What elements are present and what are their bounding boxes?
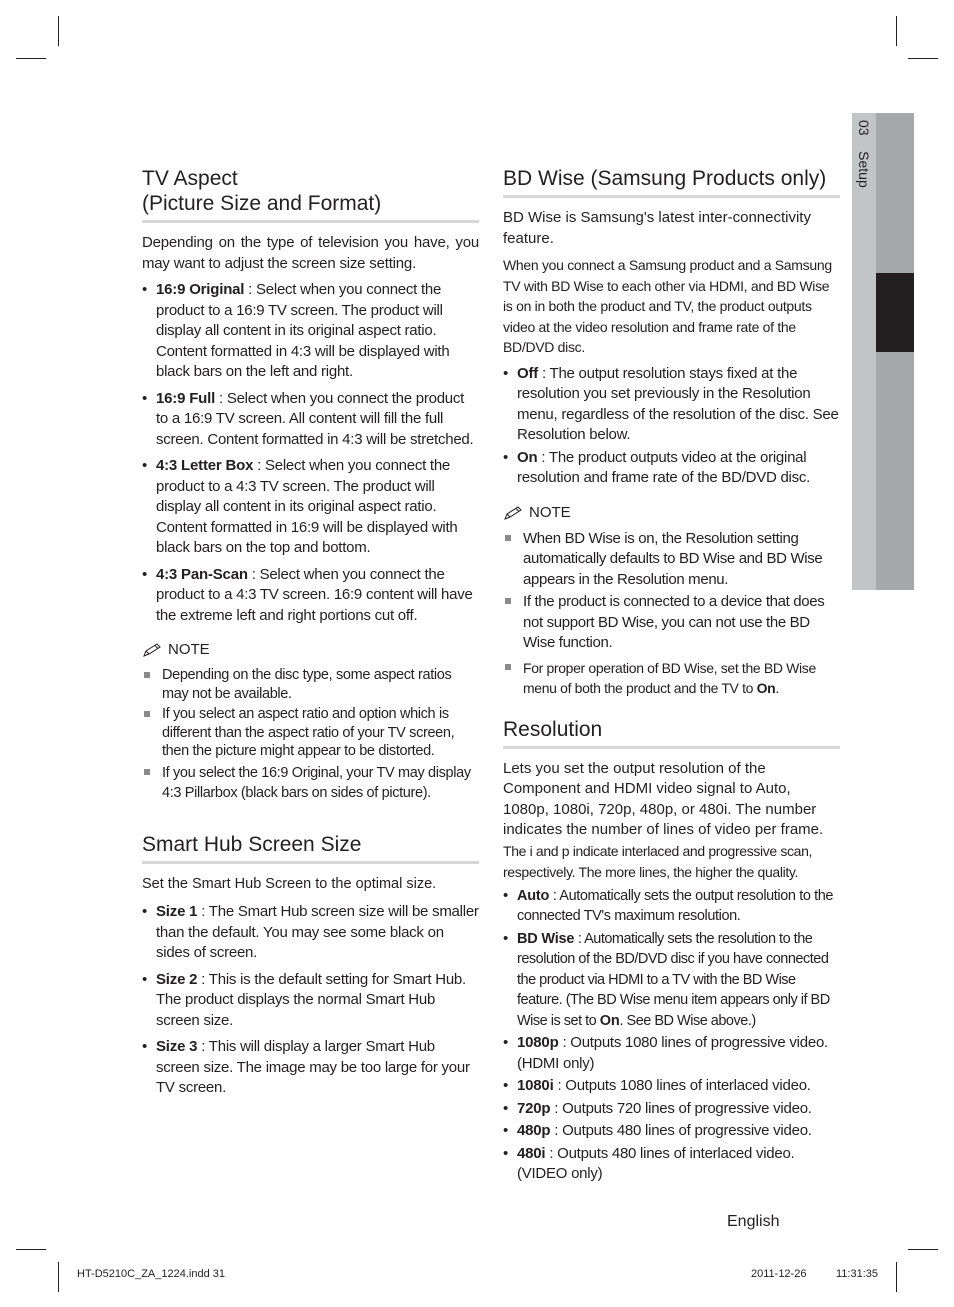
resolution-options [503, 886, 840, 1185]
page-language: English [727, 1213, 780, 1230]
list-item: • Auto : Automatically sets the output resolution to the connected TV's maximum resolution. [503, 886, 840, 927]
list-item: • 720p : Outputs 720 lines of progressive video. [503, 1099, 840, 1120]
resolution-heading: Resolution [503, 717, 840, 749]
list-item: • 4:3 Pan-Scan : Select when you connect the product to a 4:3 TV screen. 16:9 content will have the extreme left and right portions cut off. [142, 565, 479, 627]
list-item: • 1080p : Outputs 1080 lines of progressive video. (HDMI only) [503, 1033, 840, 1074]
list-item: • 480p : Outputs 480 lines of progressive video. [503, 1121, 840, 1142]
note-heading: NOTE [503, 503, 840, 523]
bd-wise-detail: When you connect a Samsung product and a Samsung TV with BD Wise to each other via HDMI, and BD Wise is on in both the product and TV, the product outputs video at the video resolution and frame rate of the BD/DVD disc. [503, 257, 832, 355]
crop-mark [896, 16, 897, 46]
list-item: If you select an aspect ratio and option which is different than the aspect ratio of your TV screen, then the picture might appear to be distorted. [142, 705, 479, 761]
crop-mark [58, 16, 59, 46]
smart-hub-options [142, 902, 479, 1099]
list-item: When BD Wise is on, the Resolution setting automatically defaults to BD Wise and BD Wise appears in the Resolution menu. [503, 529, 840, 591]
list-item: • Off : The output resolution stays fixed at the resolution you set previously in the Resolution menu, regardless of the resolution of the disc. See Resolution below. [503, 364, 840, 446]
list-item: • 16:9 Original : Select when you connect the product to a 16:9 TV screen. The product will display all content in its original aspect ratio. Content formatted in 4:3 will be displayed with black bars on the left and right. [142, 280, 479, 383]
pencil-icon [503, 505, 525, 521]
print-time: 11:31:35 [836, 1268, 879, 1280]
tv-aspect-heading: TV Aspect (Picture Size and Format) [142, 166, 479, 223]
list-item: • 4:3 Letter Box : Select when you connect the product to a 4:3 TV screen. The product will display all content in its original aspect ratio. Content formatted in 16:9 will be displayed with black bars on the top and bottom. [142, 456, 479, 559]
chapter-label [852, 118, 876, 240]
bd-wise-intro: BD Wise is Samsung's latest inter-connectivity feature. [503, 209, 811, 247]
tv-aspect-intro: Depending on the type of television you have, you may want to adjust the screen size setting. [142, 234, 479, 272]
list-item: • BD Wise : Automatically sets the resolution to the resolution of the BD/DVD disc if you have connected the product via HDMI to a TV with the BD Wise feature. (The BD Wise menu item appears only if BD Wise is set to On. See BD Wise above.) [503, 929, 840, 1032]
resolution-intro: Lets you set the output resolution of the Component and HDMI video signal to Auto, 1080p, 1080i, 720p, 480p, or 480i. The number indicates the number of lines of video per frame. The i and p indicate interlaced and progressive scan, respectively. The more lines, the higher the quality. [503, 759, 824, 880]
chapter-title: Setup [856, 151, 872, 188]
left-column [142, 166, 479, 1105]
tv-aspect-notes [142, 666, 479, 804]
list-item: • Size 3 : This will display a larger Smart Hub screen size. The image may be too large for your TV screen. [142, 1037, 479, 1099]
list-item: • On : The product outputs video at the original resolution and frame rate of the BD/DVD disc. [503, 448, 840, 489]
tv-aspect-options [142, 280, 479, 626]
bd-wise-notes [503, 529, 840, 699]
list-item: • 1080i : Outputs 1080 lines of interlaced video. [503, 1076, 840, 1097]
crop-mark [908, 1249, 938, 1250]
crop-mark [58, 1262, 59, 1292]
smart-hub-intro: Set the Smart Hub Screen to the optimal size. [142, 875, 437, 892]
note-heading: NOTE [142, 640, 479, 660]
list-item: If you select the 16:9 Original, your TV may display 4:3 Pillarbox (black bars on sides of picture). [142, 763, 479, 804]
list-item: Depending on the disc type, some aspect ratios may not be available. [142, 666, 479, 703]
list-item: For proper operation of BD Wise, set the BD Wise menu of both the product and the TV to On. [503, 658, 840, 699]
smart-hub-heading: Smart Hub Screen Size [142, 832, 479, 864]
crop-mark [908, 58, 938, 59]
print-file-name: HT-D5210C_ZA_1224.indd 31 [77, 1268, 225, 1280]
crop-mark [16, 1249, 46, 1250]
bd-wise-options [503, 364, 840, 489]
pencil-icon [142, 642, 164, 658]
list-item: • Size 2 : This is the default setting for Smart Hub. The product displays the normal Smart Hub screen size. [142, 970, 479, 1032]
chapter-number: 03 [856, 120, 872, 136]
crop-mark [16, 58, 46, 59]
list-item: • 480i : Outputs 480 lines of interlaced video. (VIDEO only) [503, 1144, 840, 1185]
list-item: If the product is connected to a device that does not support BD Wise, you can not use the BD Wise function. [503, 592, 840, 654]
list-item: • 16:9 Full : Select when you connect the product to a 16:9 TV screen. All content will fill the full screen. Content formatted in 4:3 will be stretched. [142, 389, 479, 451]
crop-mark [896, 1262, 897, 1292]
bd-wise-heading: BD Wise (Samsung Products only) [503, 166, 840, 198]
list-item: • Size 1 : The Smart Hub screen size will be smaller than the default. You may see some black on sides of screen. [142, 902, 479, 964]
right-column [503, 166, 840, 1191]
chapter-tab-marker [876, 273, 914, 352]
print-date: 2011-12-26 [751, 1268, 807, 1280]
